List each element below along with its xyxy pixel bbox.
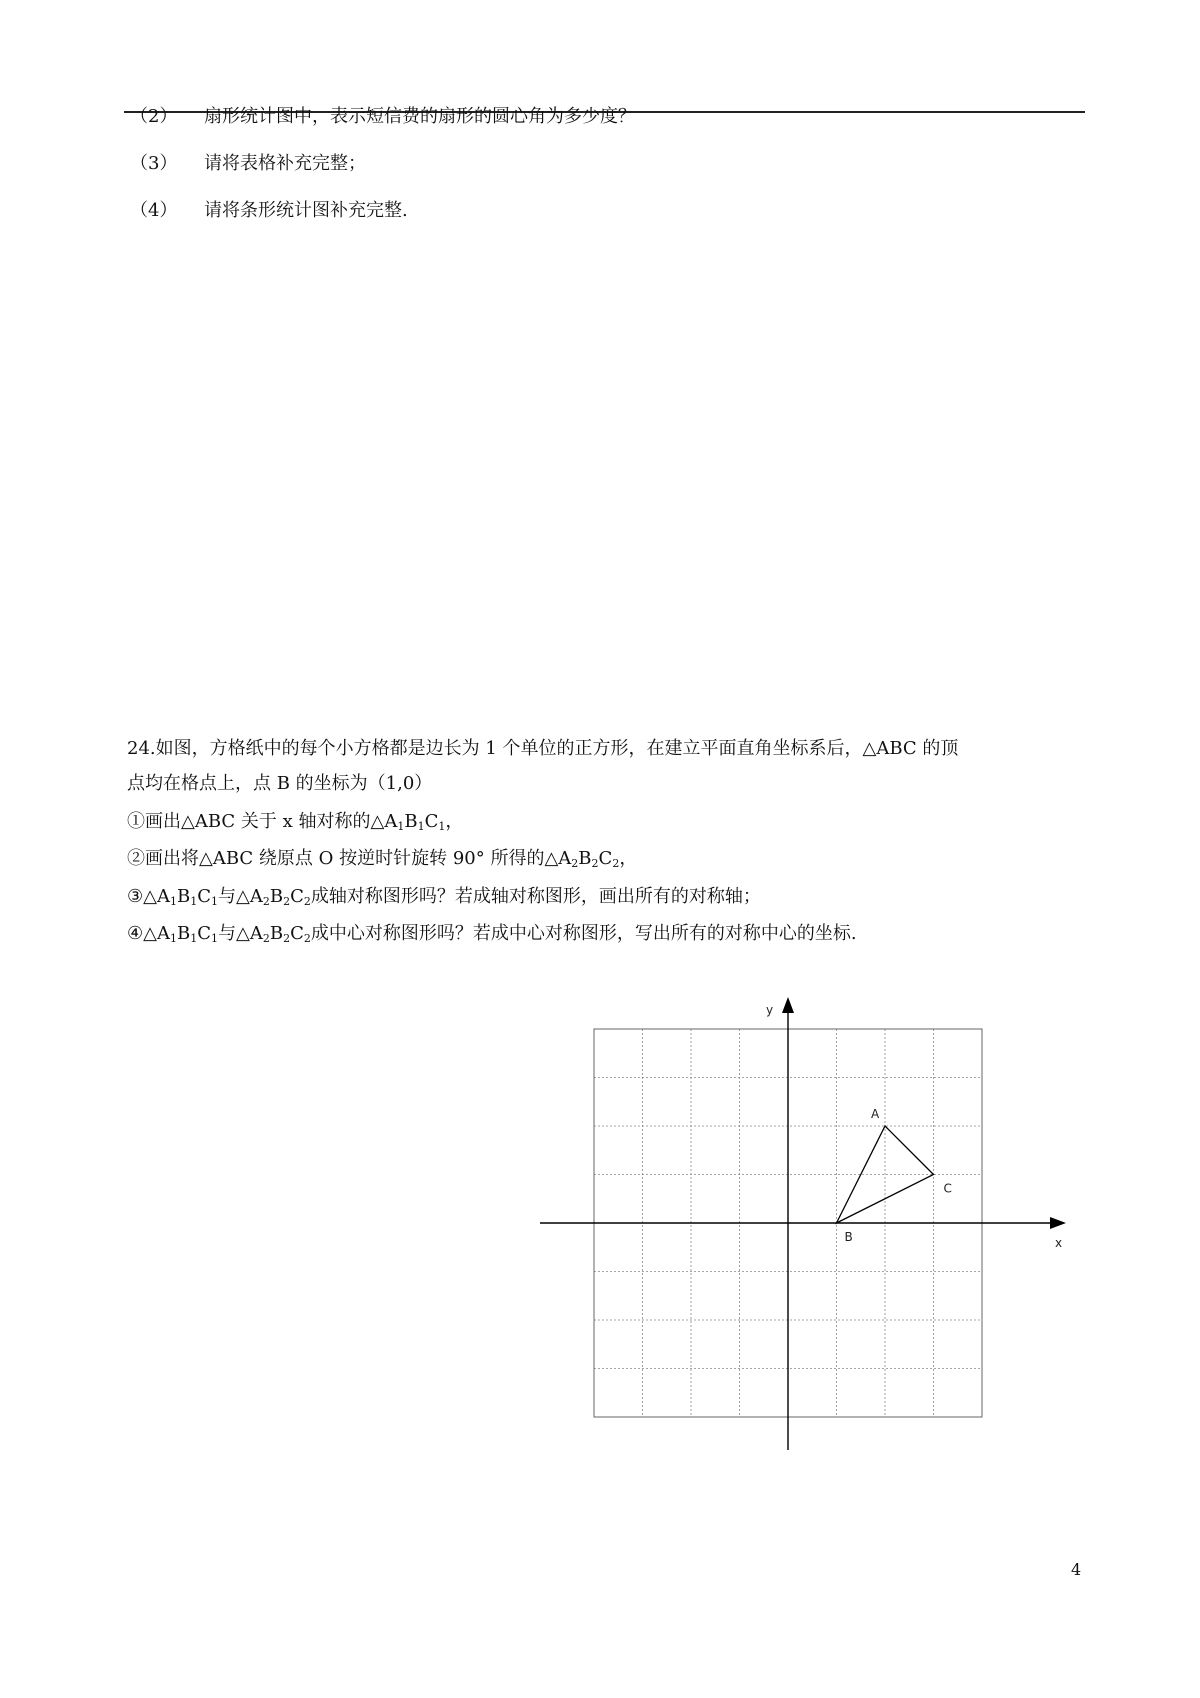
question-number: （4） xyxy=(130,200,178,221)
item-text: C xyxy=(197,886,211,907)
item-text: C xyxy=(290,923,304,944)
question-4 xyxy=(130,199,408,223)
item-text: 与△A xyxy=(218,923,263,944)
subscript: 1 xyxy=(438,820,446,833)
q24-item3 xyxy=(127,885,761,909)
coordinate-grid-diagram xyxy=(530,990,1090,1470)
page-number: 4 xyxy=(1071,1560,1082,1579)
q24-intro-line2: 点均在格点上，点 B 的坐标为（1,0） xyxy=(127,773,433,794)
item-text: ②画出将△ABC 绕原点 O 按逆时针旋转 90° 所得的△A xyxy=(127,848,572,869)
subscript: 2 xyxy=(571,857,579,870)
item-text: B xyxy=(176,886,191,907)
q24-item4 xyxy=(127,922,857,946)
item-text: C xyxy=(197,923,211,944)
item-text: ， xyxy=(619,848,638,869)
item-text: 成中心对称图形吗？若成中心对称图形，写出所有的对称中心的坐标. xyxy=(310,923,857,944)
point-b-label: B xyxy=(844,1230,853,1244)
question-text: 请将表格补充完整； xyxy=(204,153,366,174)
subscript: 2 xyxy=(303,895,311,908)
question-text: 扇形统计图中，表示短信费的扇形的圆心角为多少度？ xyxy=(204,106,636,127)
item-text: C xyxy=(424,811,439,832)
item-text: 成轴对称图形吗？若成轴对称图形，画出所有的对称轴； xyxy=(310,886,761,907)
x-axis-arrow-icon xyxy=(1050,1217,1066,1229)
item-text: C xyxy=(290,886,304,907)
item-text: ③△A xyxy=(127,886,170,907)
subscript: 2 xyxy=(303,932,311,945)
item-text: B xyxy=(269,886,284,907)
x-axis-label: x xyxy=(1055,1236,1063,1250)
y-axis-label: y xyxy=(766,1003,774,1017)
q24-intro-line1: 24.如图，方格纸中的每个小方格都是边长为 1 个单位的正方形，在建立平面直角坐标系后，△ABC 的顶 xyxy=(127,738,959,759)
question-number: （3） xyxy=(130,153,178,174)
subscript: 2 xyxy=(283,932,291,945)
subscript: 2 xyxy=(283,895,291,908)
question-2 xyxy=(130,105,636,129)
subscript: 1 xyxy=(211,895,218,908)
subscript: 2 xyxy=(262,895,270,908)
subscript: 2 xyxy=(612,857,620,870)
subscript: 1 xyxy=(417,820,425,833)
item-text: B xyxy=(269,923,284,944)
subscript: 1 xyxy=(397,820,405,833)
item-text: B xyxy=(404,811,418,832)
y-axis-arrow-icon xyxy=(782,997,794,1013)
point-c-label: C xyxy=(943,1181,952,1196)
question-3 xyxy=(130,152,366,176)
question-number: （2） xyxy=(130,106,178,127)
item-text: ①画出△ABC 关于 x 轴对称的△A xyxy=(127,811,398,832)
item-text: ④△A xyxy=(127,923,170,944)
subscript: 1 xyxy=(211,932,218,945)
item-text: B xyxy=(176,923,191,944)
subscript: 1 xyxy=(169,895,177,908)
point-a-label: A xyxy=(871,1107,880,1121)
item-text: B xyxy=(578,848,592,869)
subscript: 1 xyxy=(190,895,198,908)
subscript: 1 xyxy=(190,932,198,945)
item-text: ， xyxy=(445,811,464,832)
item-text: C xyxy=(598,848,613,869)
subscript: 2 xyxy=(591,857,599,870)
item-text: 与△A xyxy=(218,886,263,907)
question-text: 请将条形统计图补充完整. xyxy=(204,200,408,221)
q24-item2 xyxy=(127,847,637,871)
subscript: 2 xyxy=(262,932,270,945)
subscript: 1 xyxy=(169,932,177,945)
q24-item1 xyxy=(127,810,463,834)
